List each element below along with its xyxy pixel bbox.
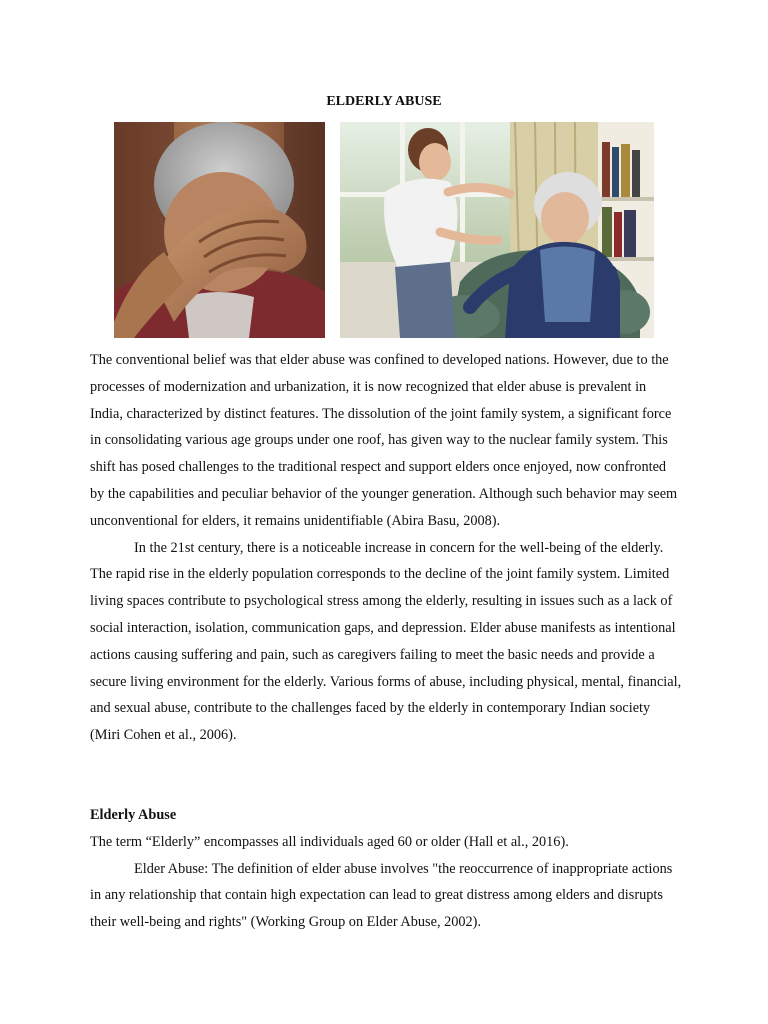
section-heading: Elderly Abuse xyxy=(90,807,177,823)
elderly-abuse-section xyxy=(90,802,682,936)
paragraph-1: The conventional belief was that elder abuse was confined to developed nations. However, due to the processes of modernization and urbanization, it is now recognized that elder abuse is prevalent in India, characterized by distinct features. The dissolution of the joint family system, a significant force in consolidating various age groups under one roof, has given way to the nuclear family system. This shift has posed challenges to the traditional respect and support elders once enjoyed, now confronted by the capabilities and peculiar behavior of the younger generation. Although such behavior may seem unconventional for elders, it remains unidentifiable (Abira Basu, 2008). xyxy=(90,352,678,529)
body-text xyxy=(90,347,682,749)
elderly-man-photo xyxy=(114,122,325,338)
caregiver-and-elderly-woman-photo xyxy=(340,122,654,338)
paragraph-2: In the 21st century, there is a noticeable increase in concern for the well-being of the elderly. The rapid rise in the elderly population corresponds to the decline of the joint family system. Limited living spaces contribute to psychological stress among the elderly, resulting in issues such as a lack of social interaction, isolation, communication gaps, and depression. Elder abuse manifests as intentional actions causing suffering and pain, such as caregivers failing to meet the basic needs and provide a secure living environment for the elderly. Various forms of abuse, including physical, mental, financial, and sexual abuse, contribute to the challenges faced by the elderly in contemporary Indian society (Miri Cohen et al., 2006). xyxy=(90,539,682,744)
document-title: ELDERLY ABUSE xyxy=(326,94,442,109)
section-paragraph-2: Elder Abuse: The definition of elder abuse involves "the reoccurrence of inappropriate actions in any relationship that contain high expectation can lead to great distress among elders and disrupts their well-being and rights" (Working Group on Elder Abuse, 2002). xyxy=(90,860,673,931)
section-paragraph-1: The term “Elderly” encompasses all individuals aged 60 or older (Hall et al., 2016). xyxy=(90,833,569,850)
